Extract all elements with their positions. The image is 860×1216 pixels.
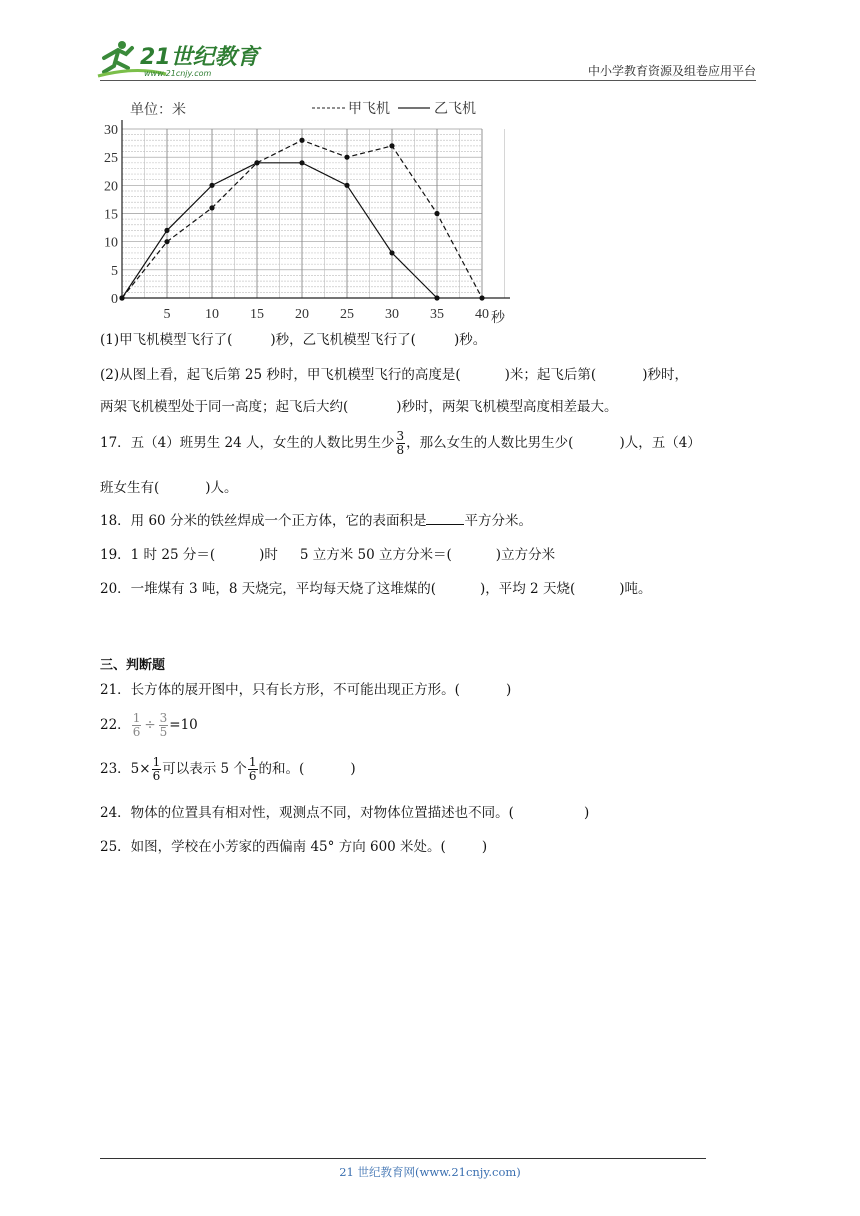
data-point bbox=[209, 205, 214, 210]
data-point bbox=[164, 228, 169, 233]
y-tick-label: 5 bbox=[111, 263, 118, 279]
question-16-2: (2)从图上看，起飞后第 25 秒时，甲飞机模型飞行的高度是( )米；起飞后第( )秒时， bbox=[100, 367, 688, 383]
y-tick-label: 10 bbox=[104, 235, 118, 251]
x-tick-label: 25 bbox=[340, 307, 354, 322]
data-point bbox=[299, 160, 304, 165]
y-tick-label: 20 bbox=[104, 179, 118, 195]
y-tick-label: 25 bbox=[104, 151, 118, 167]
data-point bbox=[434, 295, 439, 300]
x-tick-label: 30 bbox=[385, 307, 399, 322]
question-23: 23．5× $\frac{1}{6}$ 可以表示 5 个 $\frac{1}{6}$ 的和。( ) bbox=[100, 755, 356, 783]
data-point bbox=[344, 183, 349, 188]
unit-label: 单位：米 bbox=[130, 102, 186, 118]
fraction-3-5: $\frac{3}{5}$ bbox=[159, 711, 168, 739]
section-title: 三、判断题 bbox=[100, 658, 166, 673]
logo-text: 21世纪教育 bbox=[140, 45, 259, 70]
site-logo bbox=[96, 36, 266, 80]
data-point bbox=[389, 143, 394, 148]
question-22: 22． $\frac{1}{6}$ ÷ $\frac{3}{5}$ =10 bbox=[100, 711, 198, 739]
x-tick-label: 20 bbox=[295, 307, 309, 322]
fraction-1-6-a: $\frac{1}{6}$ bbox=[152, 755, 161, 783]
y-tick-label: 15 bbox=[104, 207, 118, 223]
data-point bbox=[254, 160, 259, 165]
fraction-1-6-b: $\frac{1}{6}$ bbox=[248, 755, 257, 783]
legend-label-yi: 乙飞机 bbox=[434, 101, 476, 117]
question-16-1: (1)甲飞机模型飞行了( )秒，乙飞机模型飞行了( )秒。 bbox=[100, 332, 487, 348]
question-20: 20．一堆煤有 3 吨，8 天烧完，平均每天烧了这堆煤的( )，平均 2 天烧( )吨。 bbox=[100, 581, 652, 597]
y-tick-label: 0 bbox=[111, 292, 118, 307]
y-tick-label: 30 bbox=[104, 123, 118, 138]
question-17-continued: 班女生有( )人。 bbox=[100, 480, 238, 496]
x-tick-label: 15 bbox=[250, 307, 264, 322]
x-tick-label: 5 bbox=[163, 307, 171, 322]
footer-divider bbox=[100, 1158, 706, 1159]
data-point bbox=[164, 239, 169, 244]
answer-blank-line bbox=[426, 512, 464, 525]
logo-url: www.21cnjy.com bbox=[144, 69, 212, 78]
data-point bbox=[209, 183, 214, 188]
footer-link[interactable]: 21 世纪教育网(www.21cnjy.com) bbox=[339, 1165, 521, 1179]
question-17: 17．五（4）班男生 24 人，女生的人数比男生少 $\frac{3}{8}$ ，那么女生的人数比男生少( )人，五（4） bbox=[100, 429, 701, 457]
question-16-3: 两架飞机模型处于同一高度；起飞后大约( )秒时，两架飞机模型高度相差最大。 bbox=[100, 399, 618, 415]
x-tick-label: 10 bbox=[205, 307, 219, 322]
data-point bbox=[389, 250, 394, 255]
header-divider bbox=[100, 80, 756, 81]
x-tick-label: 40 bbox=[475, 307, 489, 322]
question-18: 18．用 60 分米的铁丝焊成一个正方体，它的表面积是 平方分米。 bbox=[100, 513, 532, 529]
x-tick-label: 35 bbox=[430, 307, 444, 322]
data-point bbox=[434, 211, 439, 216]
question-24: 24．物体的位置具有相对性，观测点不同，对物体位置描述也不同。( ) bbox=[100, 805, 590, 821]
data-point bbox=[119, 295, 124, 300]
header-platform-text: 中小学教育资源及组卷应用平台 bbox=[587, 64, 756, 78]
question-25: 25．如图，学校在小芳家的西偏南 45° 方向 600 米处。( ) bbox=[100, 839, 488, 855]
fraction-1-6: $\frac{1}{6}$ bbox=[132, 711, 141, 739]
data-point bbox=[299, 138, 304, 143]
question-19: 19．1 时 25 分＝( )时 5 立方米 50 立方分米＝( )立方分米 bbox=[100, 547, 556, 563]
fraction-3-8: $\frac{3}{8}$ bbox=[396, 429, 405, 457]
data-point bbox=[344, 155, 349, 160]
line-chart bbox=[100, 94, 520, 326]
question-21: 21．长方体的展开图中，只有长方形，不可能出现正方形。( ) bbox=[100, 682, 512, 698]
legend-label-jia: 甲飞机 bbox=[348, 101, 390, 117]
x-unit-label: 秒 bbox=[491, 310, 505, 326]
data-point bbox=[479, 295, 484, 300]
